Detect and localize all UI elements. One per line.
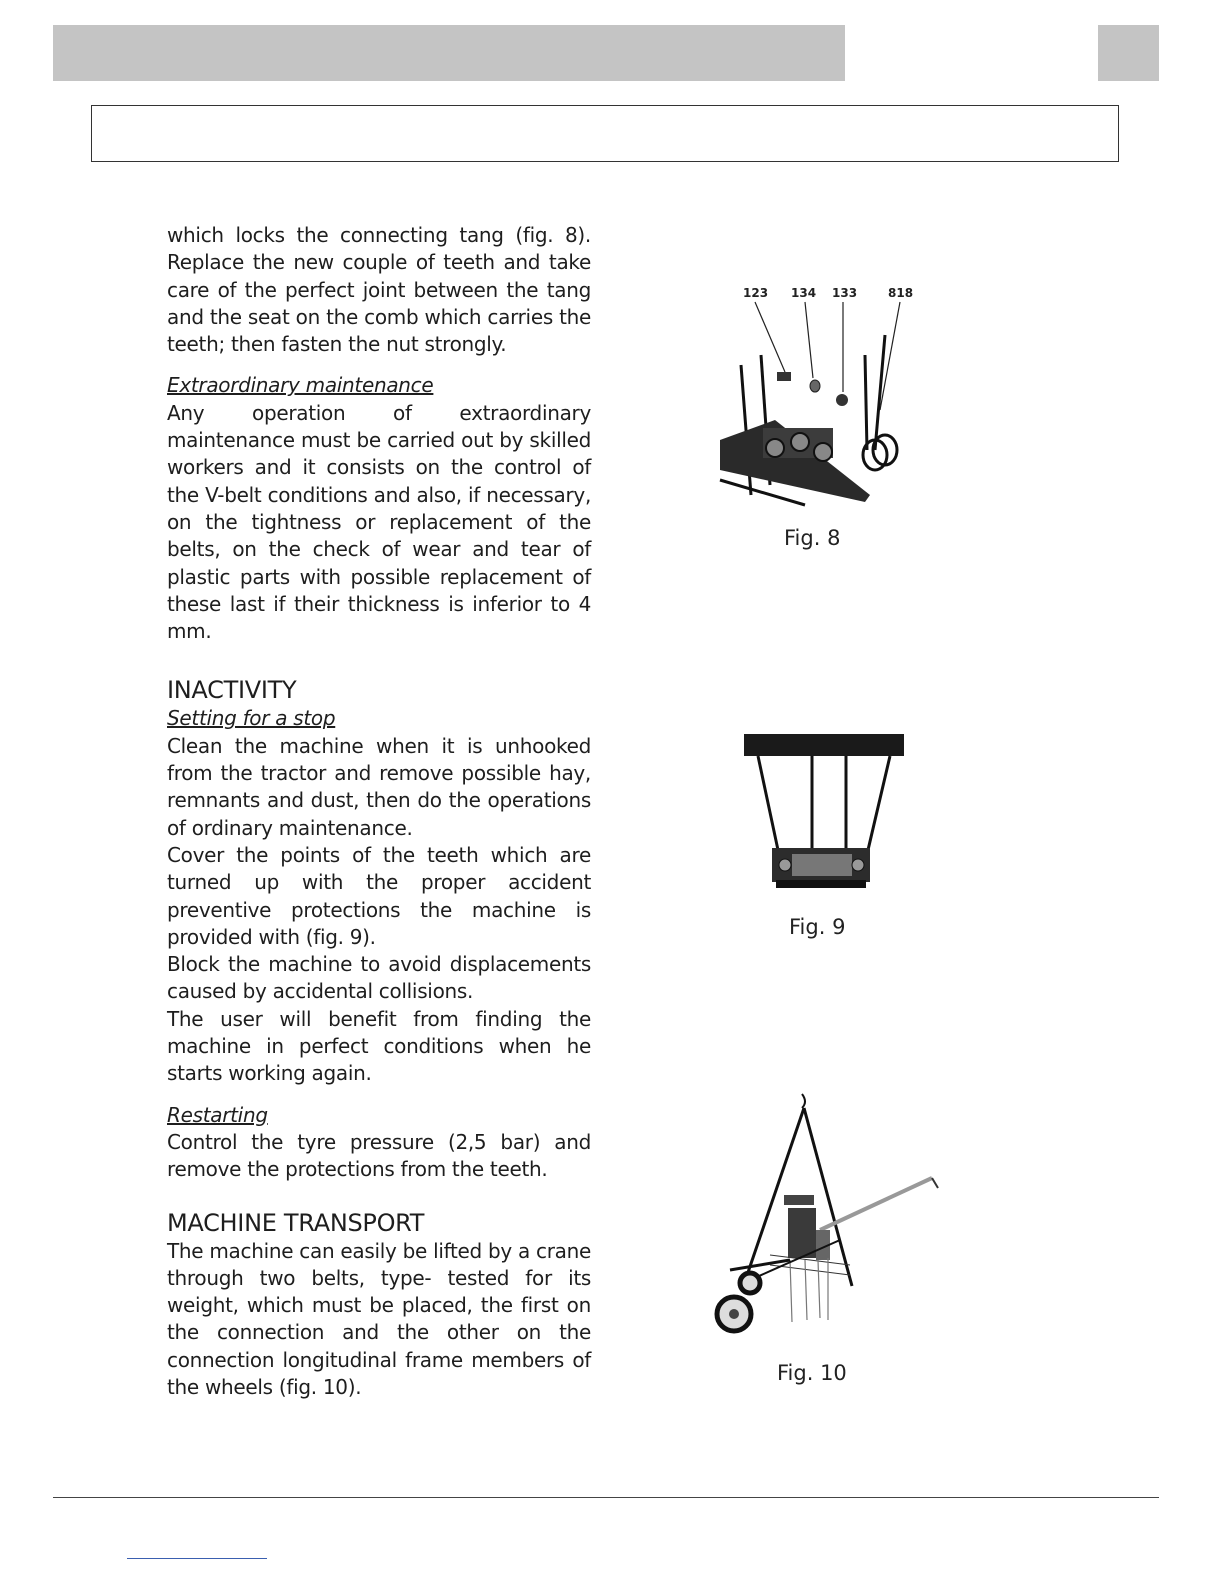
paragraph-extraordinary: Any operation of extraordinary maintenance must be carried out by skilled workers and it consists on the control of the V-belt conditions and also, if necessary, on the tightness or replacement of the belts, on the check of wear and tear of plastic parts with possible replacement of these last if their thickness is inferior to 4 mm. xyxy=(167,400,591,644)
heading-inactivity: INACTIVITY xyxy=(167,676,297,705)
heading-extraordinary-maintenance: Extraordinary maintenance xyxy=(167,373,434,398)
figure-8-tooth-assembly xyxy=(715,280,925,510)
heading-machine-transport: MACHINE TRANSPORT xyxy=(167,1208,425,1237)
caption-fig-9: Fig. 9 xyxy=(789,915,846,939)
paragraph-cover: Cover the points of the teeth which are turned up with the proper accident preventive protections the machine is provided with (fig. 9). xyxy=(167,842,591,949)
heading-setting-for-a-stop: Setting for a stop xyxy=(167,706,336,731)
footer-link-underline xyxy=(127,1558,267,1559)
paragraph-tang: which locks the connecting tang (fig. 8). Replace the new couple of teeth and take care of the perfect joint between the tang and the seat on the comb which carries the teeth; then fasten the nut strongly. xyxy=(167,223,591,357)
paragraph-transport: The machine can easily be lifted by a crane through two belts, type- tested for its weight, which must be placed, the first on the connection and the other on the connection longitudinal frame members of the wheels (fig. 10). xyxy=(167,1238,591,1399)
text-column xyxy=(167,222,591,1401)
label-123: 123 xyxy=(743,286,769,300)
label-133: 133 xyxy=(832,286,858,300)
label-818: 818 xyxy=(888,286,914,300)
figure-10-crane-lift xyxy=(710,1090,940,1350)
title-box xyxy=(91,105,1119,162)
footer-divider xyxy=(53,1497,1159,1498)
header-page-box xyxy=(1098,25,1159,81)
caption-fig-10: Fig. 10 xyxy=(777,1361,847,1385)
figure-9-protections xyxy=(740,730,910,900)
caption-fig-8: Fig. 8 xyxy=(784,526,841,550)
heading-restarting: Restarting xyxy=(167,1102,268,1127)
paragraph-block: Block the machine to avoid displacements caused by accidental collisions. xyxy=(167,952,591,1004)
paragraph-restarting: Control the tyre pressure (2,5 bar) and remove the protections from the teeth. xyxy=(167,1129,591,1182)
label-134: 134 xyxy=(791,286,817,300)
header-bar xyxy=(53,25,845,81)
paragraph-benefit: The user will benefit from finding the machine in perfect conditions when he starts working again. xyxy=(167,1006,591,1086)
paragraph-clean: Clean the machine when it is unhooked from the tractor and remove possible hay, remnants and dust, then do the operations of ordinary maintenance. xyxy=(167,733,591,840)
